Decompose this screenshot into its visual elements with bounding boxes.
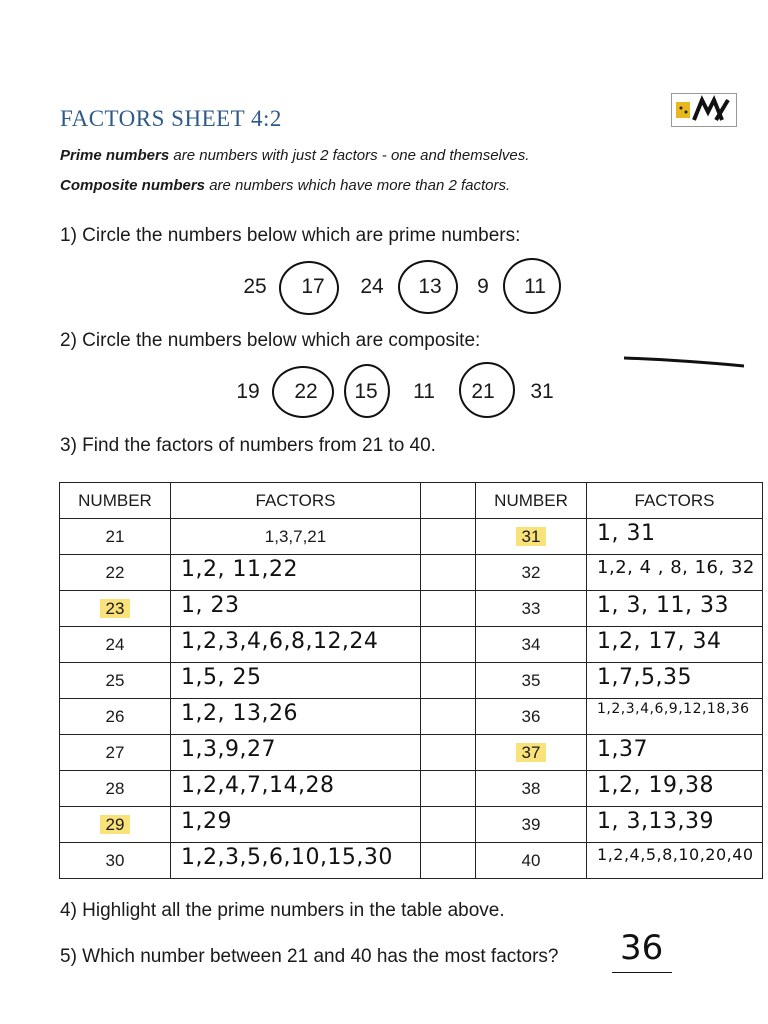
factors-cell [587,555,763,591]
factors-cell [587,843,763,879]
number-cell [60,591,171,627]
q2-number: 19 [236,380,260,403]
answer-line [612,972,672,973]
number-value: 25 [105,670,125,690]
page-title: FACTORS SHEET 4:2 [60,106,282,131]
number-cell [60,735,171,771]
handwritten-factors: 1, 3, 11, 33 [597,593,729,618]
number-cell [476,663,587,699]
handwritten-factors: 1,29 [181,809,232,834]
handwritten-factors: 1,2,3,4,6,9,12,18,36 [597,701,750,717]
number-cell [476,807,587,843]
number-value: 32 [521,562,541,582]
question-5: 5) Which number between 21 and 40 has the most factors? [60,946,559,967]
factors-cell [587,519,763,555]
handwritten-factors: 1,2,4,5,8,10,20,40 [597,845,754,864]
number-cell [476,555,587,591]
number-value: 38 [521,778,541,798]
factors-cell [587,663,763,699]
factors-cell [587,735,763,771]
logo-icon [672,94,736,126]
q1-number: 9 [477,275,489,298]
question-1: 1) Circle the numbers below which are prime numbers: [60,225,521,246]
number-value: 26 [105,706,125,726]
handwritten-factors: 1,37 [597,737,648,762]
q1-numbers [0,275,768,305]
logo [671,93,737,127]
handwritten-factors: 1, 31 [597,521,656,546]
question-3: 3) Find the factors of numbers from 21 to 40. [60,435,436,456]
handwritten-factors: 1,5, 25 [181,665,262,690]
number-cell [60,519,171,555]
number-value: 23 [100,599,131,618]
handwritten-factors: 1,2, 19,38 [597,773,714,798]
factors-cell [171,555,421,591]
factors-cell [171,663,421,699]
number-value: 24 [105,634,125,654]
handwritten-factors: 1,2, 17, 34 [597,629,722,654]
number-cell [60,843,171,879]
handwritten-factors: 1,2, 11,22 [181,557,298,582]
factors-cell [587,627,763,663]
table-row [60,627,763,663]
table-header [60,483,763,519]
number-cell [60,699,171,735]
composite-definition [60,177,510,194]
question-2: 2) Circle the numbers below which are composite: [60,330,481,351]
number-cell [60,627,171,663]
number-cell [476,591,587,627]
header-number: NUMBER [476,483,587,519]
composite-term: Composite numbers [60,177,206,194]
factors-cell [171,627,421,663]
number-value: 30 [105,850,125,870]
number-cell [476,843,587,879]
number-cell [476,627,587,663]
handwritten-factors: 1,2,3,5,6,10,15,30 [181,845,393,870]
prime-text: are numbers with just 2 factors - one and themselves. [169,147,530,164]
factors-cell [171,591,421,627]
q2-circle [272,366,334,418]
number-value: 29 [100,815,131,834]
handwritten-factors: 1,2,4,7,14,28 [181,773,335,798]
q2-number: 21 [471,380,495,403]
factors-cell [587,699,763,735]
table-row [60,663,763,699]
q1-number: 24 [360,275,384,298]
factors-cell [171,807,421,843]
table-row [60,555,763,591]
q1-number: 11 [524,275,546,298]
factors-cell [171,771,421,807]
table-row [60,699,763,735]
number-value: 22 [105,562,125,582]
number-value: 31 [516,527,547,546]
number-value: 33 [521,598,541,618]
number-cell [476,519,587,555]
q2-number: 31 [530,380,554,403]
table-row [60,519,763,555]
number-value: 35 [521,670,541,690]
q2-number: 11 [413,380,435,403]
factors-cell [587,807,763,843]
question-4: 4) Highlight all the prime numbers in the table above. [60,900,505,921]
number-value: 21 [105,526,125,546]
q1-circle [503,258,561,314]
number-cell [60,771,171,807]
q1-circle [279,261,339,315]
number-cell [60,807,171,843]
q2-circle [459,362,515,418]
prime-term: Prime numbers [60,147,170,164]
number-value: 28 [105,778,125,798]
composite-text: are numbers which have more than 2 factors. [205,177,511,194]
handwritten-factors: 1,2, 13,26 [181,701,298,726]
table-row [60,843,763,879]
number-cell [476,771,587,807]
number-cell [60,663,171,699]
number-value: 1,3,7,21 [264,526,327,546]
q1-number: 17 [301,275,325,298]
number-value: 27 [105,742,125,762]
number-cell [60,555,171,591]
q5-answer: 36 [620,928,664,968]
table-row [60,807,763,843]
header-factors: FACTORS [171,483,421,519]
q2-number: 15 [354,380,378,403]
handwritten-factors: 1,2, 4 , 8, 16, 32 [597,557,755,578]
table-row [60,735,763,771]
factors-cell [171,699,421,735]
q1-number: 13 [418,275,442,298]
q1-circle [398,260,458,314]
number-value: 40 [521,850,541,870]
header-number: NUMBER [60,483,171,519]
q2-circle [344,364,390,418]
handwritten-factors: 1,7,5,35 [597,665,692,690]
number-cell [476,735,587,771]
number-value: 36 [521,706,541,726]
table-row [60,771,763,807]
handwritten-factors: 1,3,9,27 [181,737,276,762]
handwritten-factors: 1, 23 [181,593,240,618]
table-row [60,591,763,627]
factors-cell [171,843,421,879]
q1-number: 25 [243,275,267,298]
handwritten-factors: 1,2,3,4,6,8,12,24 [181,629,379,654]
factors-cell [587,591,763,627]
factors-cell [171,519,421,555]
handwritten-factors: 1, 3,13,39 [597,809,714,834]
pen-stroke [620,352,750,372]
prime-definition [60,147,529,164]
factors-cell [587,771,763,807]
number-value: 37 [516,743,547,762]
factors-cell [171,735,421,771]
number-cell [476,699,587,735]
factors-table [59,482,763,879]
q2-number: 22 [294,380,318,403]
header-factors: FACTORS [587,483,763,519]
number-value: 34 [521,634,541,654]
number-value: 39 [521,814,541,834]
